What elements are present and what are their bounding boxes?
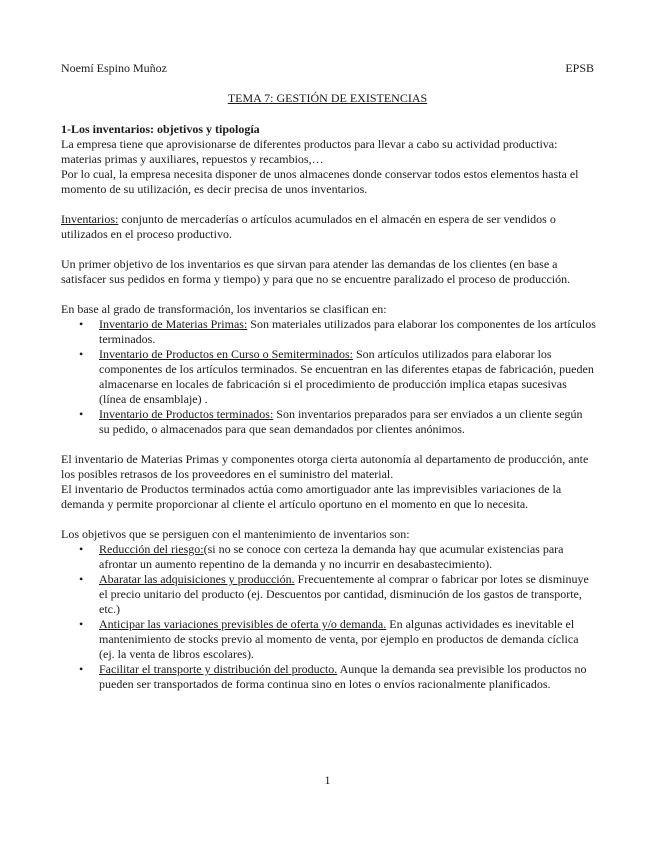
intro-paragraph-1: La empresa tiene que aprovisionarse de diferentes productos para llevar a cabo su actividad productiva: materias primas y auxiliares, repuestos y recambios,… xyxy=(61,137,558,166)
document-body xyxy=(61,122,596,692)
list-item xyxy=(61,662,596,692)
definition-term: Inventarios: xyxy=(61,212,119,226)
list-item-term: Facilitar el transporte y distribución del producto. xyxy=(99,662,338,676)
goals-intro: Los objetivos que se persiguen con el mantenimiento de inventarios son: xyxy=(61,527,410,541)
list-item-text: (si no se conoce con certeza la demanda hay que acumular existencias para afrontar un aumento repentino de la demanda y no incurrir en desabastecimiento). xyxy=(99,542,564,571)
author-name: Noemí Espino Muñoz xyxy=(61,61,167,75)
page-header xyxy=(61,61,594,76)
list-item-text: Aunque la demanda sea previsible los productos no pueden ser transportados de forma continua sino en lotes o envíos racionalmente planificados. xyxy=(99,662,587,691)
list-item-term: Anticipar las variaciones previsibles de oferta y/o demanda. xyxy=(99,617,387,631)
page-number: 1 xyxy=(324,773,331,787)
list-item xyxy=(61,317,596,347)
list-item-text: Son materiales utilizados para elaborar los componentes de los artículos terminados. xyxy=(99,317,596,346)
goals-list xyxy=(61,542,596,692)
list-item-text: Son artículos utilizados para elaborar los componentes de los artículos terminados. Se encuentran en las diferentes etapas de fabricación, pueden almacenarse en locales de fabricación si el procedimiento de producción implica etapas sucesivas (línea de ensamblaje) . xyxy=(99,347,594,406)
list-item-term: Abaratar las adquisiciones y producción. xyxy=(99,572,295,586)
list-item xyxy=(61,572,596,617)
list-item xyxy=(61,542,596,572)
bullet-icon: • xyxy=(79,617,84,631)
definition-paragraph xyxy=(61,212,596,242)
definition-text: conjunto de mercaderías o artículos acumulados en el almacén en espera de ser vendidos o utilizados en el proceso productivo. xyxy=(61,212,556,241)
list-item-term: Inventario de Materias Primas: xyxy=(99,317,248,331)
list-item-term: Inventario de Productos en Curso o Semiterminados: xyxy=(99,347,353,361)
bullet-icon: • xyxy=(79,662,84,676)
list-item xyxy=(61,407,596,437)
section-heading: 1-Los inventarios: objetivos y tipología xyxy=(61,122,260,136)
finished-products-paragraph: El inventario de Productos terminados actúa como amortiguador ante las imprevisibles variaciones de la demanda y permite proporcionar al cliente el artículo oportuno en el momento en que lo necesita. xyxy=(61,482,562,511)
classification-intro: En base al grado de transformación, los inventarios se clasifican en: xyxy=(61,302,387,316)
school-name: EPSB xyxy=(565,61,594,75)
objective-paragraph: Un primer objetivo de los inventarios es que sirvan para atender las demandas de los clientes (en base a satisfacer sus pedidos en forma y tiempo) y para que no se encuentre paralizado el proceso de producción. xyxy=(61,257,571,286)
bullet-icon: • xyxy=(79,347,84,361)
intro-paragraph-2: Por lo cual, la empresa necesita disponer de unos almacenes donde conservar todos estos elementos hasta el momento de su utilización, es decir precisa de unos inventarios. xyxy=(61,167,579,196)
list-item-term: Inventario de Productos terminados: xyxy=(99,407,274,421)
list-item xyxy=(61,347,596,407)
bullet-icon: • xyxy=(79,317,84,331)
list-item-text: Frecuentemente al comprar o fabricar por lotes se disminuye el precio unitario del producto (ej. Descuentos por cantidad, disminución de los gastos de transporte, etc.) xyxy=(99,572,589,616)
inventory-types-list xyxy=(61,317,596,437)
list-item-term: Reducción del riesgo: xyxy=(99,542,204,556)
list-item-text: En algunas actividades es inevitable el mantenimiento de stocks previo al momento de venta, por ejemplo en productos de demanda cíclica (ej. la venta de libros escolares). xyxy=(99,617,579,661)
document-title: TEMA 7: GESTIÓN DE EXISTENCIAS xyxy=(227,91,428,105)
raw-materials-paragraph: El inventario de Materias Primas y componentes otorga cierta autonomía al departamento de producción, ante los posibles retrasos de los proveedores en el suministro del material. xyxy=(61,452,589,481)
list-item-text: Son inventarios preparados para ser enviados a un cliente según su pedido, o almacenados para que sean demandados por clientes anónimos. xyxy=(99,407,583,436)
bullet-icon: • xyxy=(79,542,84,556)
bullet-icon: • xyxy=(79,407,84,421)
bullet-icon: • xyxy=(79,572,84,586)
list-item xyxy=(61,617,596,662)
